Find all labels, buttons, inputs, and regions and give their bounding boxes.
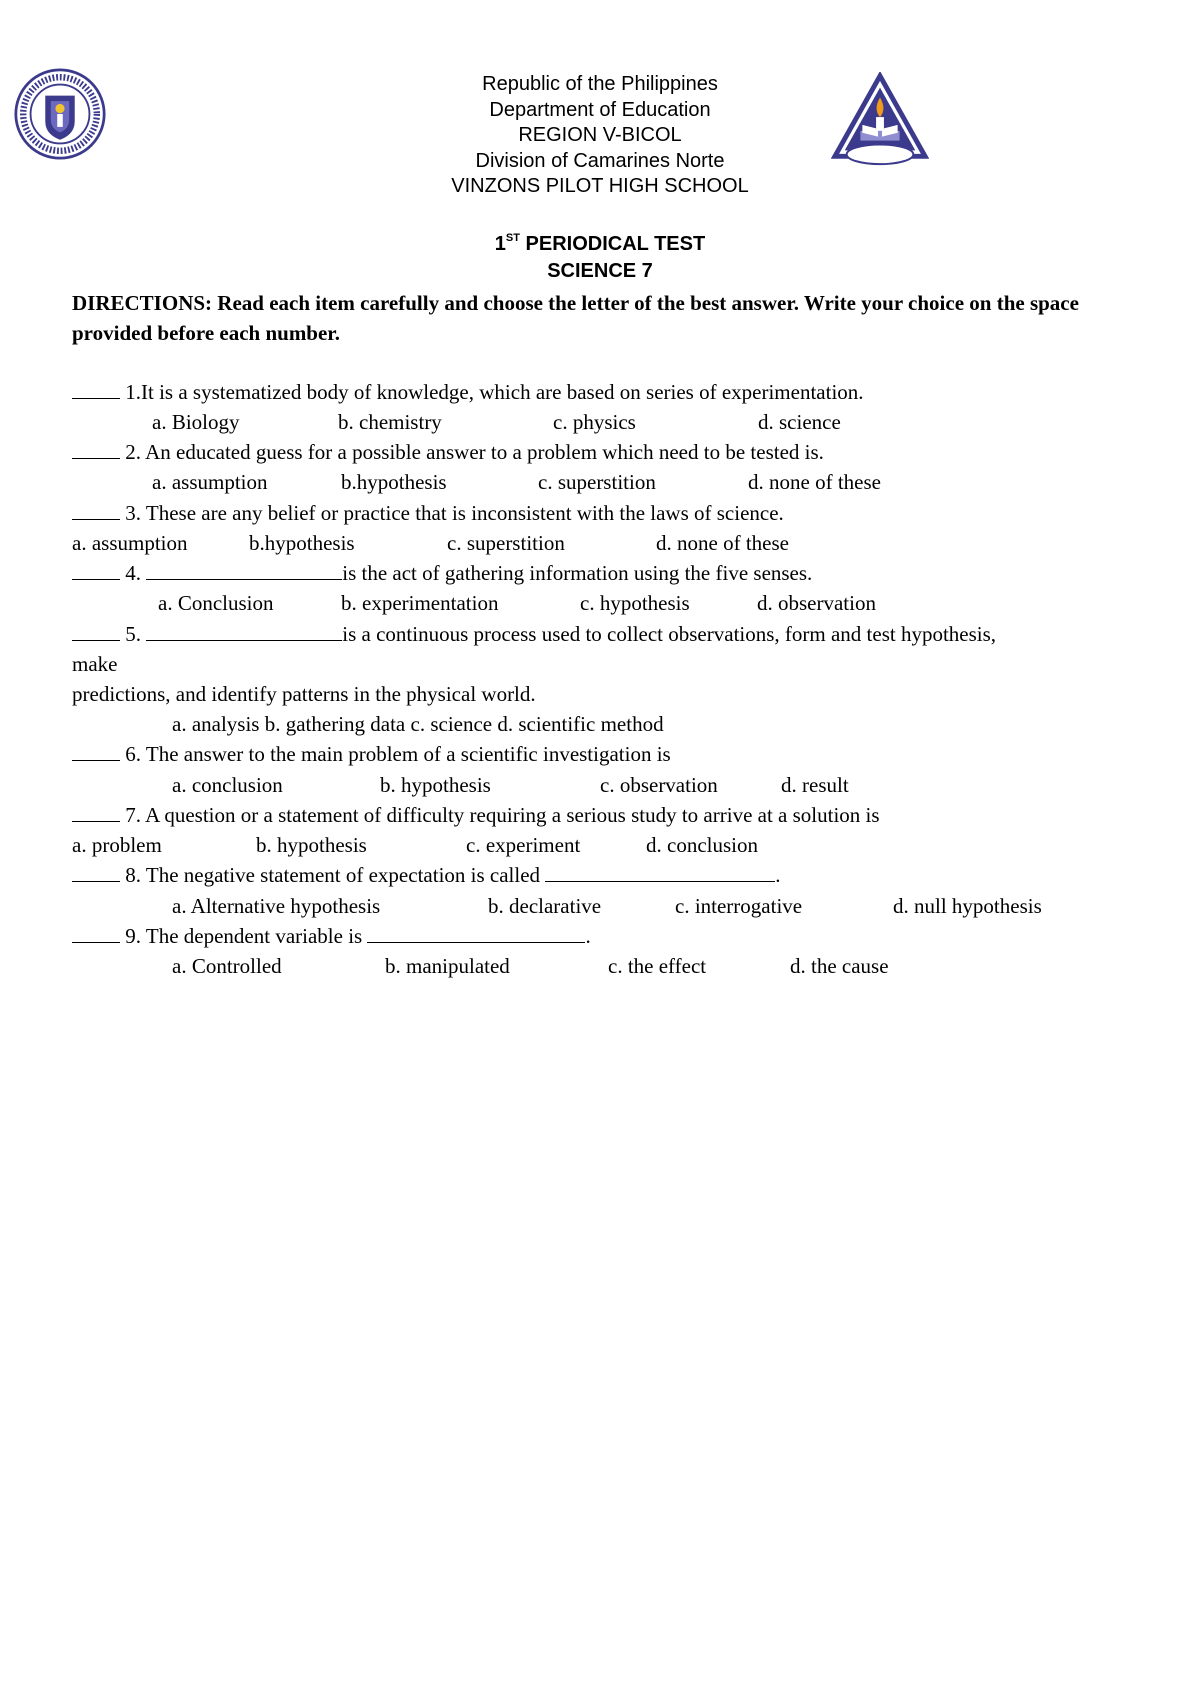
answer-blank-3[interactable] [72,500,120,520]
question-stem: 3. These are any belief or practice that is inconsistent with the laws of science. [125,501,784,525]
question-5-continuation: predictions, and identify patterns in the physical world. [72,682,536,706]
question-1 [72,377,864,407]
question-9 [72,921,591,951]
choice: c. experiment [466,833,581,857]
choice: a. problem [72,833,162,857]
question-6 [72,739,671,769]
answer-blank-6[interactable] [72,741,120,761]
header-region: REGION V-BICOL [518,124,682,146]
choice: d. science [758,410,841,434]
answer-blank-2[interactable] [72,439,120,459]
choice: b. declarative [488,894,602,918]
question-5-wrap: make [72,652,118,676]
question-end: . [775,863,781,887]
question-end: . [585,924,591,948]
question-stem: 1.It is a systematized body of knowledge, which are based on series of experimentation. [125,380,864,404]
header-department: Department of Education [489,98,711,121]
answer-blank-1[interactable] [72,379,120,399]
question-stem: 2. An educated guess for a possible answer to a problem which need to be tested is. [125,440,824,464]
question-5 [72,619,996,649]
answer-blank-5[interactable] [72,621,120,641]
header-republic: Republic of the Philippines [482,73,718,95]
choice: d. the cause [790,954,889,978]
choice: c. superstition [447,531,565,555]
choice: a. assumption [152,470,268,494]
header-division: Division of Camarines Norte [475,149,725,172]
choice: a. Conclusion [158,591,274,615]
choice: b. hypothesis [380,773,491,797]
answer-blank-8[interactable] [72,862,120,882]
test-title [0,232,1200,256]
choice: a. Controlled [172,954,282,978]
choice: c. interrogative [675,894,803,918]
header-school: VINZONS PILOT HIGH SCHOOL [451,175,749,197]
question-2 [72,437,824,467]
question-number: 4. [125,561,141,585]
fill-in-blank[interactable] [545,862,775,882]
choice: b. manipulated [385,954,510,978]
answer-blank-7[interactable] [72,802,120,822]
choice: a. Alternative hypothesis [172,894,381,918]
choice: b.hypothesis [341,470,447,494]
question-stem: 6. The answer to the main problem of a scientific investigation is [125,742,671,766]
title-superscript: ST [505,232,520,244]
title-text: PERIODICAL TEST [519,233,706,255]
subject-title: SCIENCE 7 [547,260,653,282]
choice: d. none of these [748,470,881,494]
choice: b.hypothesis [249,531,355,555]
choice: b. chemistry [338,410,442,434]
choice: c. hypothesis [580,591,690,615]
choice: a. Biology [152,410,240,434]
fill-in-blank[interactable] [146,621,342,641]
question-stem: is the act of gathering information using the five senses. [342,561,813,585]
question-8 [72,860,781,890]
directions: DIRECTIONS: Read each item carefully and choose the letter of the best answer. Write your choice on the space provided before each number. [72,291,1079,345]
question-4 [72,558,812,588]
school-header [0,72,1200,200]
question-number: 5. [125,622,141,646]
choice: d. null hypothesis [893,894,1042,918]
question-3 [72,498,784,528]
title-ordinal: 1 [494,233,506,255]
choice: c. observation [600,773,718,797]
choice: d. conclusion [646,833,758,857]
choice: a. assumption [72,531,188,555]
choice: c. physics [553,410,636,434]
fill-in-blank[interactable] [146,560,342,580]
choice: d. none of these [656,531,789,555]
question-7 [72,800,880,830]
choice: a. conclusion [172,773,283,797]
choice: b. hypothesis [256,833,367,857]
question-stem: 7. A question or a statement of difficulty requiring a serious study to arrive at a solution is [125,803,880,827]
answer-blank-4[interactable] [72,560,120,580]
fill-in-blank[interactable] [367,923,585,943]
choice: b. experimentation [341,591,499,615]
choice: c. the effect [608,954,707,978]
choice: d. observation [757,591,876,615]
choice: a. analysis b. gathering data c. science d. scientific method [172,712,664,736]
answer-blank-9[interactable] [72,923,120,943]
question-stem: 9. The dependent variable is [125,924,363,948]
question-stem: 8. The negative statement of expectation is called [125,863,541,887]
choice: c. superstition [538,470,656,494]
question-stem: is a continuous process used to collect observations, form and test hypothesis, [342,622,997,646]
choice: d. result [781,773,849,797]
